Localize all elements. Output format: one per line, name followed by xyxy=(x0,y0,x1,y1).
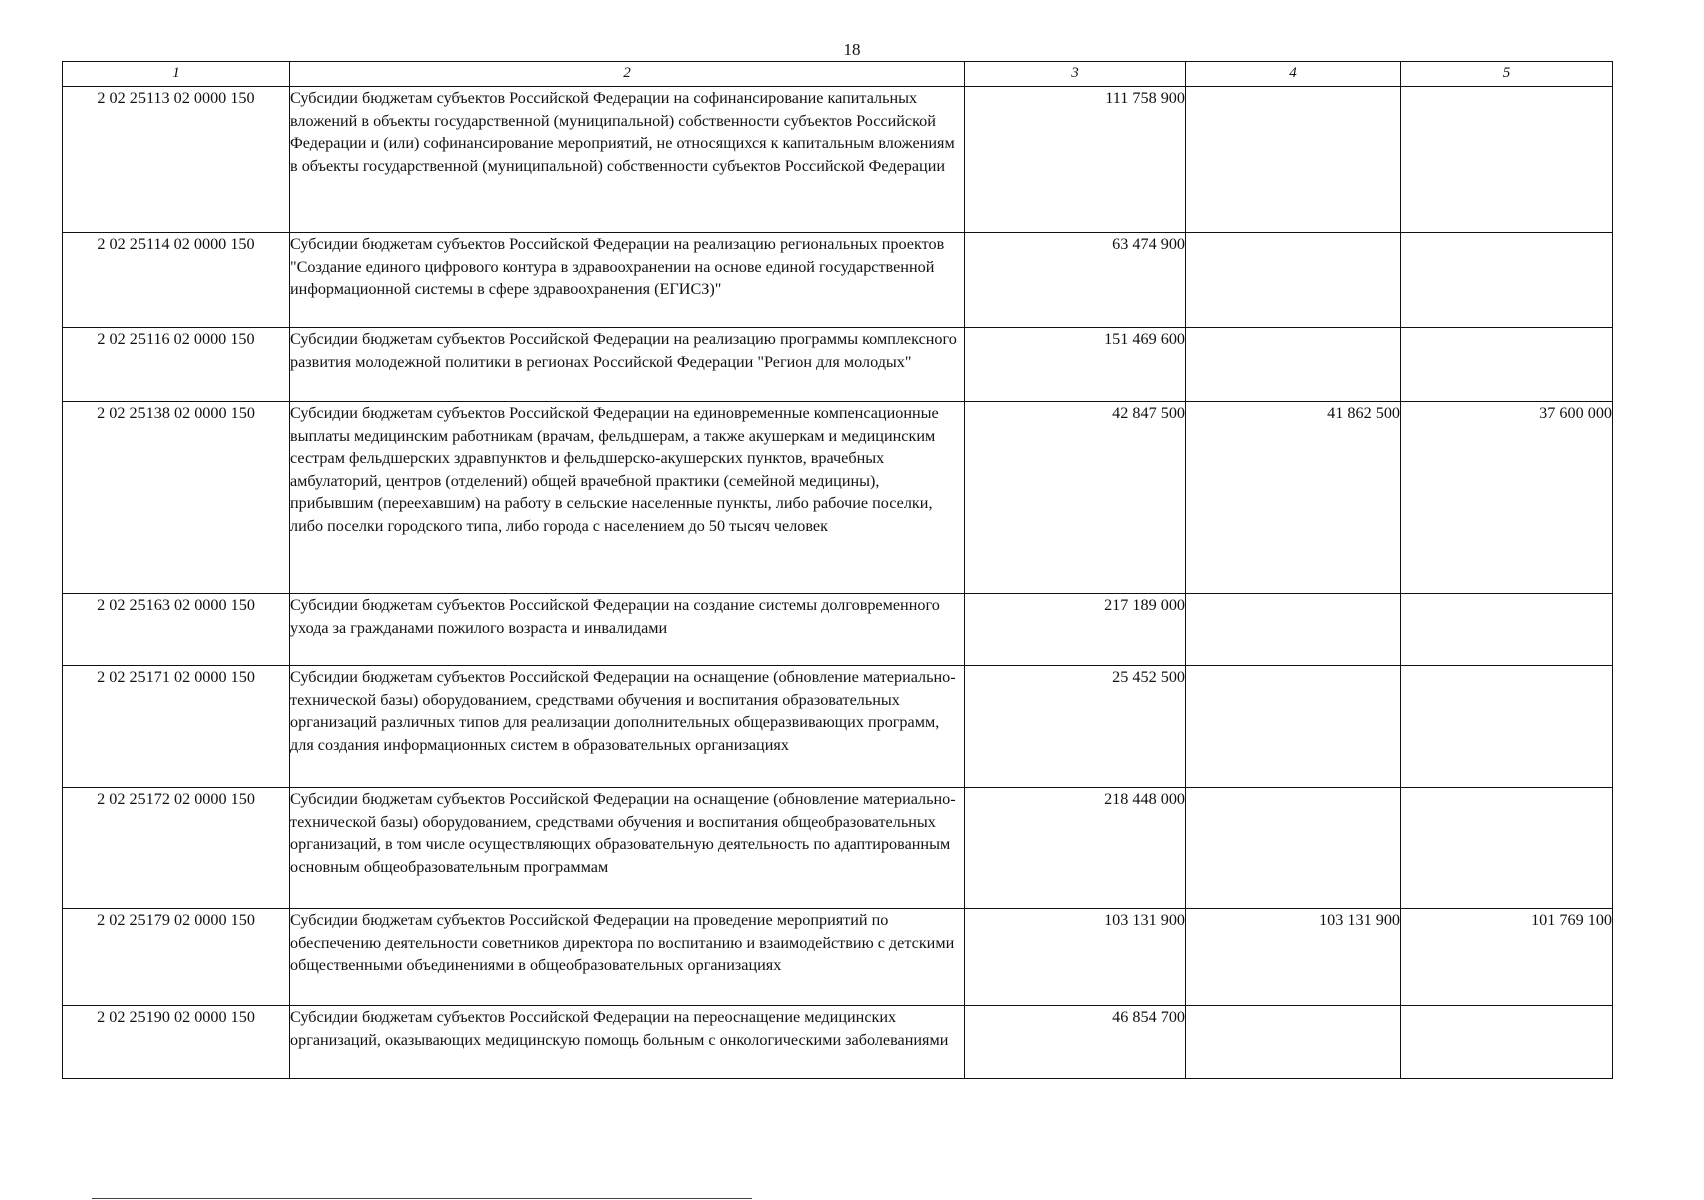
row-description: Субсидии бюджетам субъектов Российской Федерации на создание системы долговременного ухода за гражданами пожилого возраста и инвалидами xyxy=(290,594,965,666)
amount-col5 xyxy=(1401,87,1613,233)
amount-col3: 42 847 500 xyxy=(965,402,1186,594)
footer-rule xyxy=(92,1198,752,1199)
amount-col5 xyxy=(1401,594,1613,666)
amount-col5: 37 600 000 xyxy=(1401,402,1613,594)
row-description: Субсидии бюджетам субъектов Российской Федерации на проведение мероприятий по обеспечению деятельности советников директора по воспитанию и взаимодействию с детскими общественными объединениями в общеобразовательных организациях xyxy=(290,909,965,1006)
amount-col4 xyxy=(1186,328,1401,402)
amount-col3: 111 758 900 xyxy=(965,87,1186,233)
budget-code: 2 02 25116 02 0000 150 xyxy=(63,328,290,402)
budget-code: 2 02 25138 02 0000 150 xyxy=(63,402,290,594)
amount-col4 xyxy=(1186,594,1401,666)
budget-code: 2 02 25179 02 0000 150 xyxy=(63,909,290,1006)
amount-col4: 103 131 900 xyxy=(1186,909,1401,1006)
amount-col3: 63 474 900 xyxy=(965,233,1186,328)
page-number: 18 xyxy=(843,40,861,59)
budget-code: 2 02 25163 02 0000 150 xyxy=(63,594,290,666)
amount-col3: 218 448 000 xyxy=(965,788,1186,909)
amount-col3: 46 854 700 xyxy=(965,1006,1186,1079)
table-row xyxy=(63,233,1613,328)
amount-col3: 151 469 600 xyxy=(965,328,1186,402)
amount-col5 xyxy=(1401,788,1613,909)
table-body xyxy=(63,87,1613,1079)
row-description: Субсидии бюджетам субъектов Российской Федерации на реализацию программы комплексного развития молодежной политики в регионах Российской Федерации "Регион для молодых" xyxy=(290,328,965,402)
table-row xyxy=(63,909,1613,1006)
table-row xyxy=(63,328,1613,402)
amount-col3: 25 452 500 xyxy=(965,666,1186,788)
table-row xyxy=(63,1006,1613,1079)
row-description: Субсидии бюджетам субъектов Российской Федерации на реализацию региональных проектов "Создание единого цифрового контура в здравоохранении на основе единой государственной информационной системы в сфере здравоохранения (ЕГИСЗ)" xyxy=(290,233,965,328)
amount-col5: 101 769 100 xyxy=(1401,909,1613,1006)
row-description: Субсидии бюджетам субъектов Российской Федерации на оснащение (обновление материально-технической базы) оборудованием, средствами обучения и воспитания общеобразовательных организаций, в том числе осуществляющих образовательную деятельность по адаптированным основным общеобразовательным программам xyxy=(290,788,965,909)
amount-col5 xyxy=(1401,666,1613,788)
amount-col5 xyxy=(1401,1006,1613,1079)
amount-col4 xyxy=(1186,788,1401,909)
amount-col4: 41 862 500 xyxy=(1186,402,1401,594)
budget-code: 2 02 25190 02 0000 150 xyxy=(63,1006,290,1079)
budget-code: 2 02 25171 02 0000 150 xyxy=(63,666,290,788)
table-row xyxy=(63,402,1613,594)
amount-col5 xyxy=(1401,328,1613,402)
column-header-3: 3 xyxy=(965,62,1186,87)
budget-code: 2 02 25114 02 0000 150 xyxy=(63,233,290,328)
table-row xyxy=(63,666,1613,788)
amount-col4 xyxy=(1186,666,1401,788)
column-header-5: 5 xyxy=(1401,62,1613,87)
row-description: Субсидии бюджетам субъектов Российской Федерации на единовременные компенсационные выплаты медицинским работникам (врачам, фельдшерам, а также акушеркам и медицинским сестрам фельдшерских здравпунктов и фельдшерско-акушерских пунктов, врачебных амбулаторий, центров (отделений) общей врачебной практики (семейной медицины), прибывшим (переехавшим) на работу в сельские населенные пункты, либо рабочие поселки, либо поселки городского типа, либо города с населением до 50 тысяч человек xyxy=(290,402,965,594)
row-description: Субсидии бюджетам субъектов Российской Федерации на софинансирование капитальных вложений в объекты государственной (муниципальной) собственности субъектов Российской Федерации и (или) софинансирование мероприятий, не относящихся к капитальным вложениям в объекты государственной (муниципальной) собственности субъектов Российской Федерации xyxy=(290,87,965,233)
column-header-4: 4 xyxy=(1186,62,1401,87)
column-header-1: 1 xyxy=(63,62,290,87)
amount-col3: 217 189 000 xyxy=(965,594,1186,666)
amount-col5 xyxy=(1401,233,1613,328)
amount-col4 xyxy=(1186,233,1401,328)
column-header-2: 2 xyxy=(290,62,965,87)
budget-table xyxy=(62,61,1613,1079)
row-description: Субсидии бюджетам субъектов Российской Федерации на оснащение (обновление материально-технической базы) оборудованием, средствами обучения и воспитания образовательных организаций различных типов для реализации дополнительных общеразвивающих программ, для создания информационных систем в образовательных организациях xyxy=(290,666,965,788)
row-description: Субсидии бюджетам субъектов Российской Федерации на переоснащение медицинских организаций, оказывающих медицинскую помощь больным с онкологическими заболеваниями xyxy=(290,1006,965,1079)
amount-col4 xyxy=(1186,87,1401,233)
header-row xyxy=(63,62,1613,87)
table-header xyxy=(63,62,1613,87)
table-row xyxy=(63,594,1613,666)
budget-code: 2 02 25113 02 0000 150 xyxy=(63,87,290,233)
table-row xyxy=(63,788,1613,909)
amount-col4 xyxy=(1186,1006,1401,1079)
budget-code: 2 02 25172 02 0000 150 xyxy=(63,788,290,909)
table-row xyxy=(63,87,1613,233)
amount-col3: 103 131 900 xyxy=(965,909,1186,1006)
